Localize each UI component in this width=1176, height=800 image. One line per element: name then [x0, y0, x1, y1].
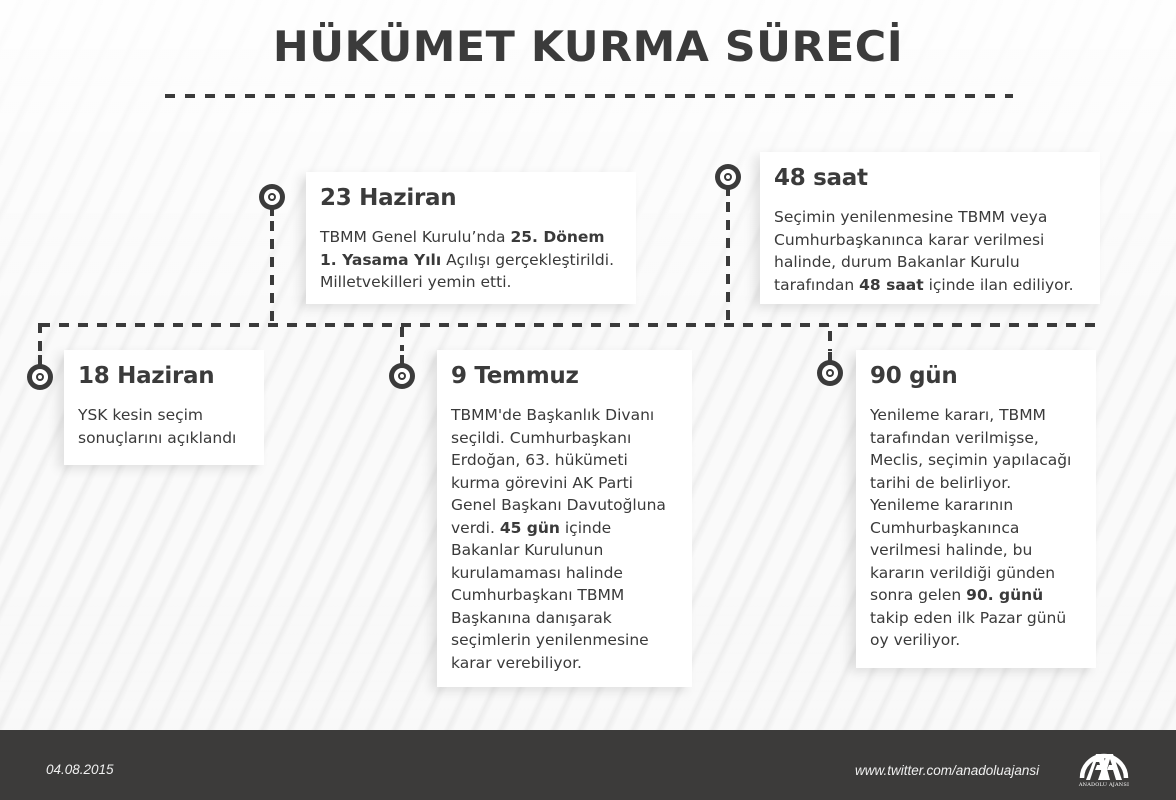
event-card-18-haziran — [64, 350, 264, 465]
twitter-link[interactable]: www.twitter.com/anadoluajansi — [855, 763, 1040, 778]
event-card-23-haziran — [306, 172, 636, 304]
pin-icon-90-gun — [817, 360, 843, 386]
event-card-9-temmuz — [437, 350, 692, 687]
pin-icon-9-temmuz — [389, 363, 415, 389]
aa-logo-icon — [1076, 738, 1132, 784]
pin-icon-23-haziran — [259, 184, 285, 210]
page-title: HÜKÜMET KURMA SÜRECİ — [272, 22, 904, 71]
event-title: 18 Haziran — [78, 363, 215, 389]
publish-date: 04.08.2015 — [46, 762, 114, 777]
event-card-48-saat — [760, 152, 1100, 304]
connector-9-temmuz — [400, 327, 404, 351]
connector-18-haziran — [38, 323, 42, 351]
event-title: 90 gün — [870, 363, 958, 389]
event-title: 48 saat — [774, 165, 868, 191]
event-description: TBMM'de Başkanlık Divanı seçildi. Cumhurbaşkanı Erdoğan, 63. hükümeti kurma görevini AK Parti Genel Başkanı Davutoğluna verdi. 45 gün içinde Bakanlar Kurulunun kurulamaması halinde Cumhurbaşkanı TBMM Başkanına danışarak seçimlerin yenilenmesine karar verebiliyor. — [451, 406, 666, 672]
event-description: TBMM Genel Kurulu’nda 25. Dönem 1. Yasama Yılı Açılışı gerçekleştirildi. Milletvekilleri yemin etti. — [320, 228, 614, 291]
connector-48-saat — [726, 202, 730, 326]
anadolu-ajansi-logo — [1076, 738, 1132, 794]
connector-90-gun — [828, 331, 832, 351]
event-description: Yenileme kararı, TBMM tarafından verilmişse, Meclis, seçimin yapılacağı tarihi de belirliyor. Yenileme kararının Cumhurbaşkanınca verilmesi halinde, bu kararın verildiği günden sonra gelen 90. günü takip eden ilk Pazar günü oy veriliyor. — [870, 406, 1072, 649]
event-title: 9 Temmuz — [451, 363, 579, 389]
event-title: 23 Haziran — [320, 185, 457, 211]
stem-23-haziran — [270, 208, 274, 216]
pin-icon-18-haziran — [27, 364, 53, 390]
timeline-axis — [40, 323, 1102, 327]
event-description: Seçimin yenilenmesine TBMM veya Cumhurbaşkanınca karar verilmesi halinde, durum Bakanlar Kurulu tarafından 48 saat içinde ilan ediliyor. — [774, 208, 1074, 294]
pin-icon-48-saat — [715, 164, 741, 190]
event-description: YSK kesin seçim sonuçlarını açıklandı — [78, 406, 237, 447]
footer — [0, 730, 1176, 800]
logo-caption: ANADOLU AJANSI — [1078, 782, 1130, 788]
event-card-90-gun — [856, 350, 1096, 668]
title-divider — [165, 94, 1013, 98]
stem-48-saat — [726, 188, 730, 196]
connector-23-haziran — [270, 221, 274, 326]
